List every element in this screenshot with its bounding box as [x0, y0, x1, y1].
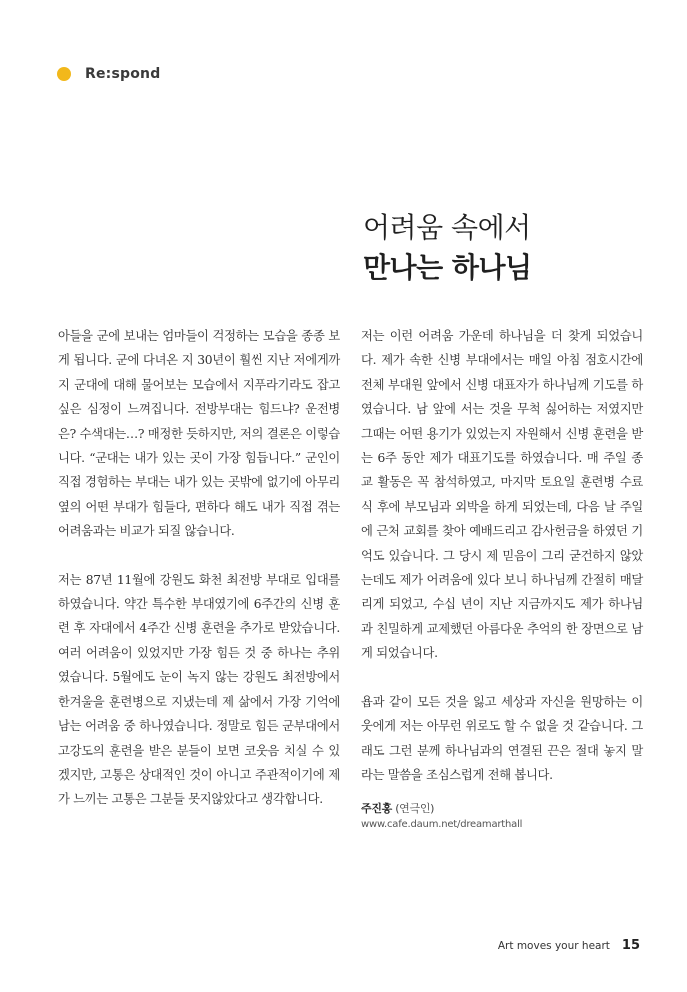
author-url[interactable]: www.cafe.daum.net/dreamarthall: [361, 819, 523, 831]
left-column: [58, 324, 340, 812]
article-title: [363, 208, 532, 288]
paragraph: 욥과 같이 모든 것을 잃고 세상과 자신을 원망하는 이웃에게 저는 아무런 위로도 할 수 없을 것 같습니다. 그래도 그런 분께 하나님과의 연결된 끈은 절대 놓지 말라는 말씀을 조심스럽게 전해 봅니다.: [361, 694, 643, 782]
title-line-1: 어려움 속에서: [363, 211, 531, 244]
paragraph: 저는 87년 11월에 강원도 화천 최전방 부대로 입대를 하였습니다. 약간 특수한 부대였기에 6주간의 신병 훈련 후 자대에서 4주간 신병 훈련을 추가로 받았습니다. 여러 어려움이 있었지만 가장 힘든 것 중 하나는 추위였습니다. 5월에도 눈이 녹지 않는 강원도 최전방에서 한겨울을 훈련병으로 지냈는데 제 삶에서 가장 기억에 남는 어려움 중 하나였습니다. 정말로 힘든 군부대에서 고강도의 훈련을 받은 분들이 보면 코웃음 치실 수 있겠지만, 고통은 상대적인 것이 아니고 주관적이기에 제가 느끼는 고통은 그분들 못지않았다고 생각합니다.: [58, 572, 340, 807]
author-role: (연극인): [395, 802, 435, 816]
author-name: 주진홍: [361, 802, 392, 816]
section-header: [57, 66, 160, 82]
author-line: [361, 801, 643, 817]
footer-tagline: Art moves your heart: [497, 940, 610, 952]
section-brand: Re:spond: [85, 66, 161, 82]
yellow-dot-icon: [57, 67, 71, 81]
right-column: [361, 324, 643, 832]
author-byline: [361, 801, 643, 832]
paragraph: 저는 이런 어려움 가운데 하나님을 더 찾게 되었습니다. 제가 속한 신병 부대에서는 매일 아침 점호시간에 전체 부대원 앞에서 신병 대표자가 하나님께 기도를 하였습니다. 남 앞에 서는 것을 무척 싫어하는 저였지만 그때는 어떤 용기가 있었는지 자원해서 신병 훈련을 받는 6주 동안 제가 대표기도를 하였습니다. 매 주일 종교 활동은 꼭 참석하였고, 마지막 토요일 훈련병 수료식 후에 부모님과 외박을 하게 되었는데, 다음 날 주일에 근처 교회를 찾아 예배드리고 감사헌금을 하였던 기억도 있습니다. 그 당시 제 믿음이 그리 굳건하지 않았는데도 제가 어려움에 있다 보니 하나님께 간절히 매달리게 되었고, 수십 년이 지난 지금까지도 제가 하나님과 친밀하게 교제했던 아름다운 추억의 한 장면으로 남게 되었습니다.: [361, 329, 643, 661]
title-line-2: 만나는 하나님: [363, 251, 532, 284]
page-footer: [498, 938, 640, 953]
page-number: 15: [621, 938, 640, 953]
paragraph: 아들을 군에 보내는 엄마들이 걱정하는 모습을 종종 보게 됩니다. 군에 다녀온 지 30년이 훨씬 지난 저에게까지 군대에 대해 물어보는 모습에서 지푸라기라도 잡고 싶은 심정이 느껴집니다. 전방부대는 힘드냐? 운전병은? 수색대는…? 매정한 듯하지만, 저의 결론은 이렇습니다. “군대는 내가 있는 곳이 가장 힘듭니다.” 군인이 직접 경험하는 부대는 내가 있는 곳밖에 없기에 아무리 옆의 어떤 부대가 힘들다, 편하다 해도 내가 직접 겪는 어려움과는 비교가 되질 않습니다.: [58, 329, 340, 539]
